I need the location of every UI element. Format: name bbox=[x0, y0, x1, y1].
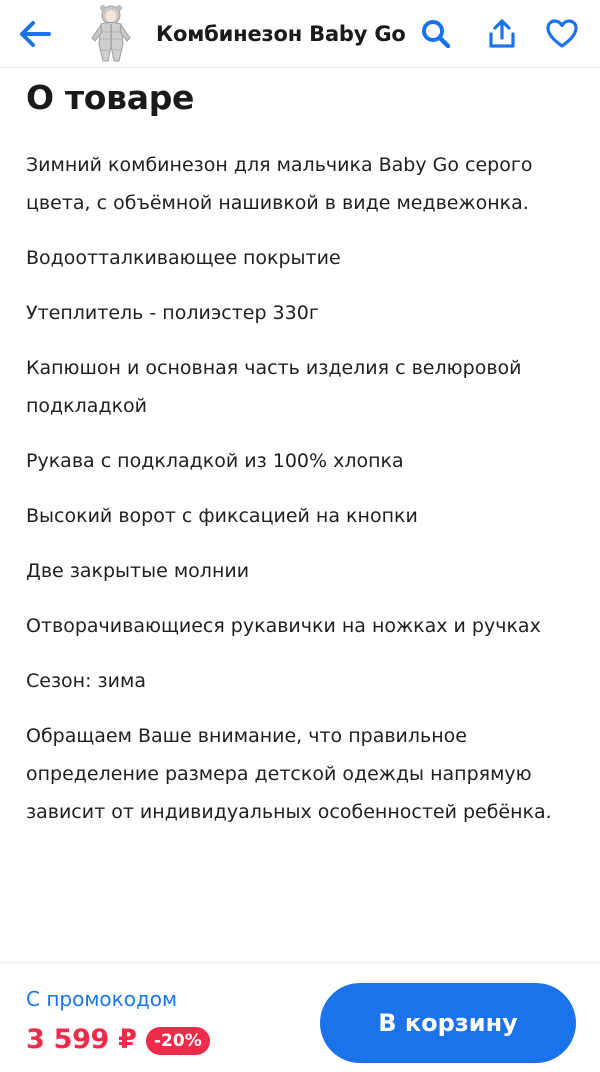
discount-badge: -20% bbox=[146, 1027, 210, 1055]
back-button[interactable] bbox=[14, 14, 56, 54]
description-paragraph: Сезон: зима bbox=[26, 670, 146, 692]
promo-label: С промокодом bbox=[26, 987, 178, 1011]
add-to-cart-button[interactable]: В корзину bbox=[320, 983, 576, 1063]
purchase-bar bbox=[0, 962, 600, 1072]
description-paragraph: Обращаем Ваше внимание, что правильное определение размера детской одежды напрямую зависит от индивидуальных особенностей ребёнка. bbox=[26, 725, 552, 823]
favorite-button[interactable] bbox=[544, 16, 580, 52]
description-paragraph: Зимний комбинезон для мальчика Baby Go серого цвета, с объёмной нашивкой в виде медвежонка. bbox=[26, 154, 533, 214]
description-text bbox=[26, 146, 574, 831]
description-paragraph: Водоотталкивающее покрытие bbox=[26, 247, 341, 269]
product-thumbnail[interactable] bbox=[84, 4, 138, 64]
top-app-bar bbox=[0, 0, 600, 68]
share-button[interactable] bbox=[484, 16, 520, 52]
description-paragraph: Утеплитель - полиэстер 330г bbox=[26, 302, 319, 324]
description-paragraph: Высокий ворот с фиксацией на кнопки bbox=[26, 505, 418, 527]
search-icon bbox=[420, 18, 452, 50]
description-paragraph: Рукава с подкладкой из 100% хлопка bbox=[26, 450, 404, 472]
heart-icon bbox=[546, 19, 578, 49]
price: 3 599 ₽ bbox=[26, 1024, 137, 1055]
description-paragraph: Капюшон и основная часть изделия с велюровой подкладкой bbox=[26, 357, 522, 417]
description-paragraph: Отворачивающиеся рукавички на ножках и ручках bbox=[26, 615, 541, 637]
search-button[interactable] bbox=[418, 16, 454, 52]
section-title: О товаре bbox=[26, 78, 195, 117]
arrow-left-icon bbox=[18, 20, 52, 48]
share-icon bbox=[487, 18, 517, 50]
description-paragraph: Две закрытые молнии bbox=[26, 560, 250, 582]
product-description-section bbox=[26, 68, 574, 848]
product-title: Комбинезон Baby Go bbox=[156, 22, 406, 46]
